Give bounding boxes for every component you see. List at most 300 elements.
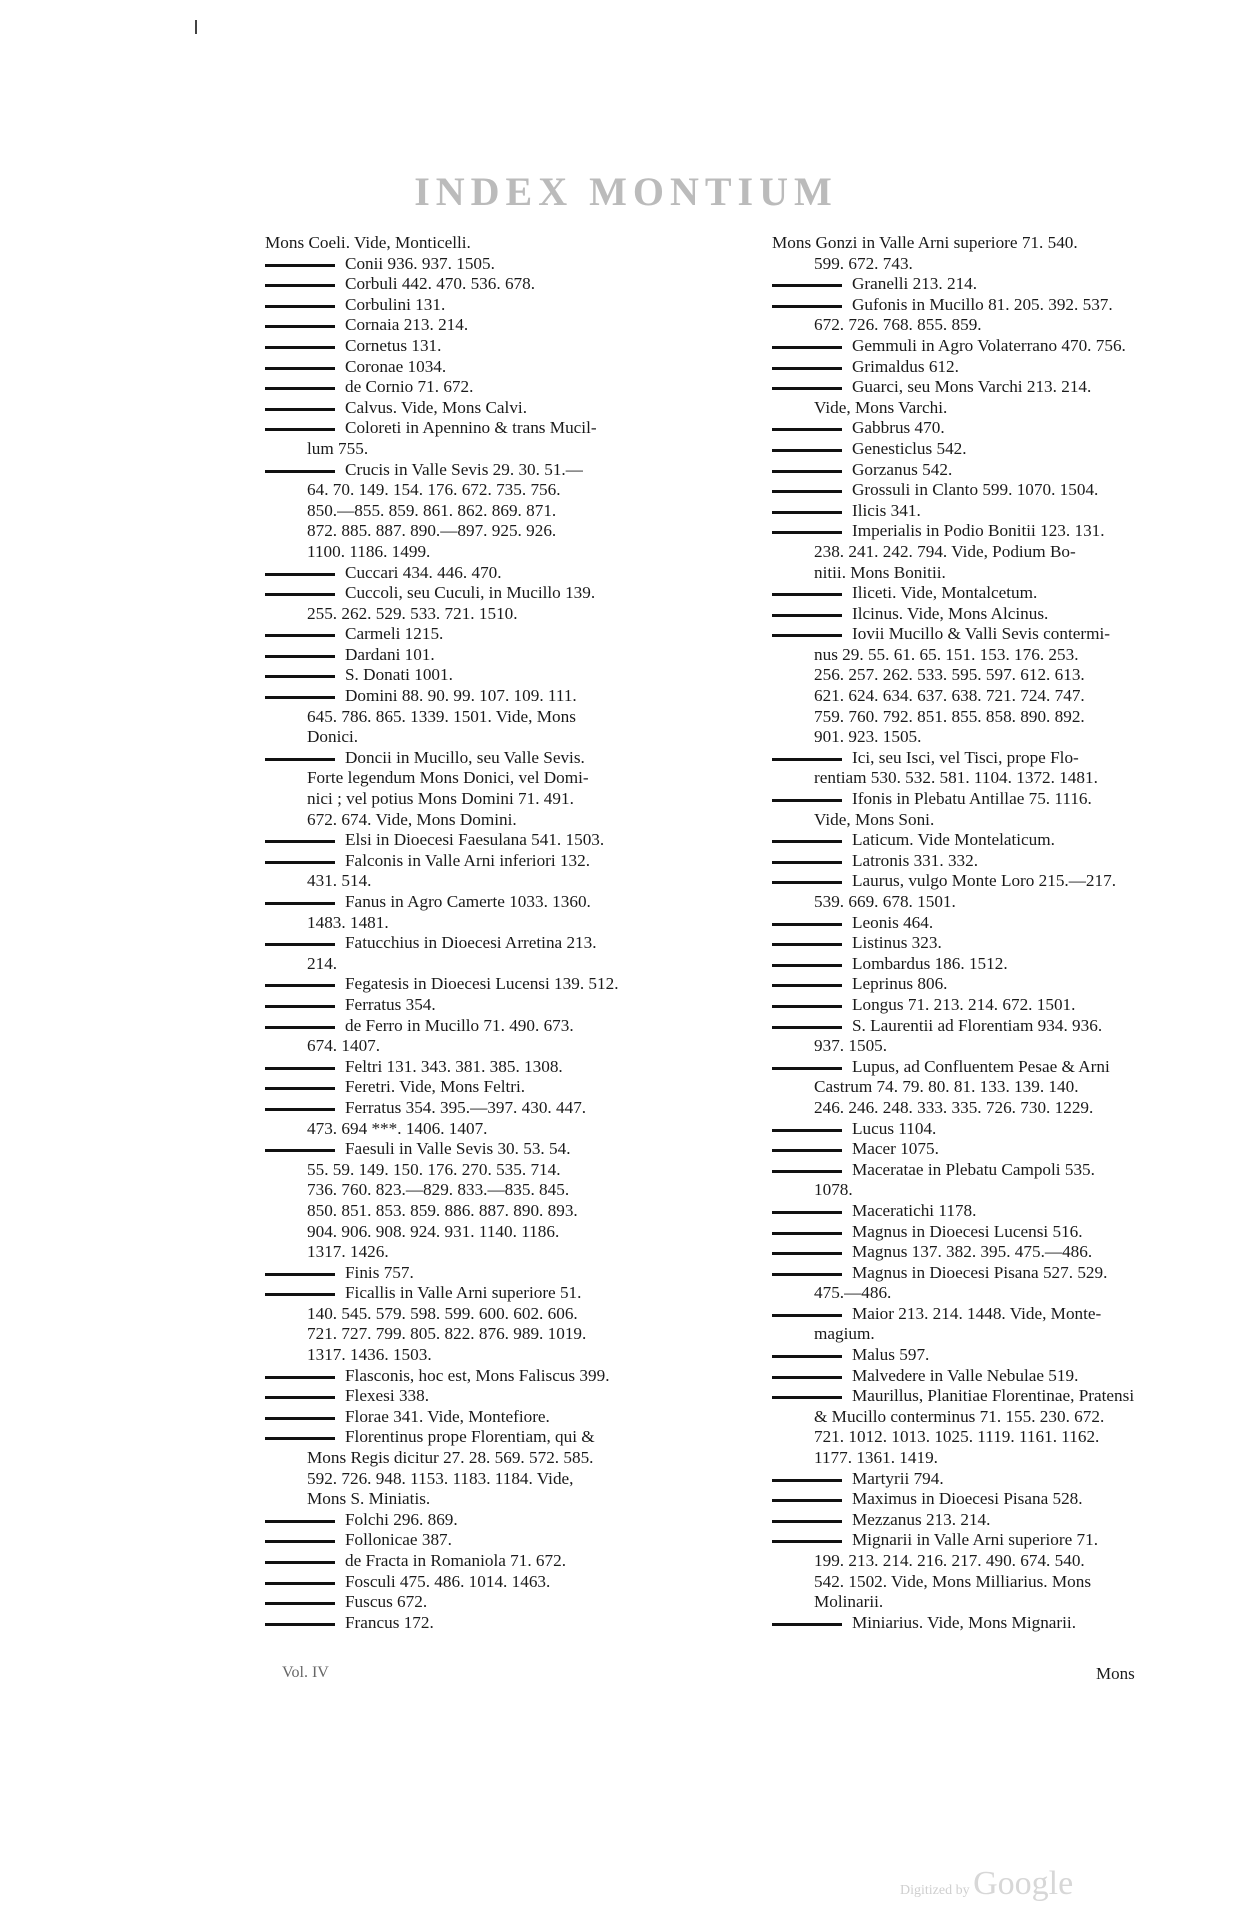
index-line xyxy=(265,1448,705,1469)
index-entry-text: Ifonis in Plebatu Antillae 75. 1116. xyxy=(852,789,1092,809)
index-line xyxy=(772,1036,1172,1057)
index-entry-text: Coloreti in Apennino & trans Mucil- xyxy=(345,418,597,438)
index-entry-text: S. Laurentii ad Florentiam 934. 936. xyxy=(852,1015,1103,1035)
index-entry-text: 539. 669. 678. 1501. xyxy=(814,892,956,911)
index-line xyxy=(772,521,1172,542)
ditto-rule xyxy=(772,964,842,967)
ditto-rule xyxy=(265,1540,335,1543)
ditto-rule xyxy=(265,1396,335,1399)
ditto-rule xyxy=(772,943,842,946)
ditto-rule xyxy=(772,1273,842,1276)
index-line xyxy=(772,460,1172,481)
index-entry-text: Mons S. Miniatis. xyxy=(307,1489,431,1509)
index-line xyxy=(265,1283,705,1304)
ditto-rule xyxy=(265,1108,335,1111)
index-line xyxy=(265,851,705,872)
index-line xyxy=(772,233,1172,254)
ditto-rule xyxy=(772,923,842,926)
index-line xyxy=(772,398,1172,419)
ditto-rule xyxy=(772,470,842,473)
index-line xyxy=(265,357,705,378)
index-entry-text: Magnus in Dioecesi Pisana 527. 529. xyxy=(852,1262,1108,1282)
index-line xyxy=(772,254,1172,275)
index-entry-text: Cornetus 131. xyxy=(345,335,442,355)
index-entry-text: Donici. xyxy=(307,727,359,747)
index-line xyxy=(772,1572,1172,1593)
index-entry-text: 64. 70. 149. 154. 176. 672. 735. 756. xyxy=(307,480,561,500)
index-entry-text: Lombardus 186. 1512. xyxy=(852,953,1008,973)
index-entry-text: Genesticlus 542. xyxy=(852,438,967,458)
ditto-rule xyxy=(265,284,335,287)
index-line xyxy=(772,954,1172,975)
index-line xyxy=(772,439,1172,460)
index-entry-text: 599. 672. 743. xyxy=(814,253,913,273)
ditto-rule xyxy=(265,325,335,328)
index-entry-text: Lucus 1104. xyxy=(852,1118,937,1138)
ditto-rule xyxy=(265,1561,335,1564)
index-entry-text: Dardani 101. xyxy=(345,644,435,664)
index-entry-text: Castrum 74. 79. 80. 81. 133. 139. 140. xyxy=(814,1077,1079,1097)
index-entry-text: Ferratus 354. xyxy=(345,994,436,1014)
index-line xyxy=(265,1242,705,1263)
index-entry-text: Gemmuli in Agro Volaterrano 470. 756. xyxy=(852,335,1126,355)
index-entry-text: Calvus. Vide, Mons Calvi. xyxy=(345,397,527,417)
ditto-rule xyxy=(772,428,842,431)
index-entry-text: Conii 936. 937. 1505. xyxy=(345,253,495,273)
index-line xyxy=(265,1180,705,1201)
index-line xyxy=(265,521,705,542)
ditto-rule xyxy=(265,696,335,699)
index-line xyxy=(265,1407,705,1428)
index-entry-text: 431. 514. xyxy=(307,871,372,891)
ditto-rule xyxy=(265,470,335,473)
index-entry-text: 901. 923. 1505. xyxy=(814,727,922,747)
index-line xyxy=(265,1201,705,1222)
index-entry-text: Ficallis in Valle Arni superiore 51. xyxy=(345,1283,582,1303)
ditto-rule xyxy=(265,1520,335,1523)
ditto-rule xyxy=(265,943,335,946)
index-entry-text: Ferratus 354. 395.—397. 430. 447. xyxy=(345,1097,587,1117)
index-entry-text: 872. 885. 887. 890.—897. 925. 926. xyxy=(307,521,557,541)
index-line xyxy=(772,913,1172,934)
index-entry-text: Iovii Mucillo & Valli Sevis contermi- xyxy=(852,624,1110,644)
index-entry-text: Finis 757. xyxy=(345,1262,414,1282)
index-entry-text: 672. 726. 768. 855. 859. xyxy=(814,315,982,335)
index-entry-text: Flexesi 338. xyxy=(345,1386,430,1406)
index-entry-text: Elsi in Dioecesi Faesulana 541. 1503. xyxy=(345,830,605,850)
index-entry-text: 850. 851. 853. 859. 886. 887. 890. 893. xyxy=(307,1200,578,1220)
index-line xyxy=(265,995,705,1016)
index-line xyxy=(772,768,1172,789)
index-line xyxy=(265,583,705,604)
index-line xyxy=(772,727,1172,748)
index-line xyxy=(772,1592,1172,1613)
digitized-watermark xyxy=(900,1865,1073,1903)
index-line xyxy=(265,460,705,481)
index-entry-text: Mons Gonzi in Valle Arni superiore 71. 540. xyxy=(772,233,1078,252)
index-line xyxy=(265,624,705,645)
index-entry-text: Grossuli in Clanto 599. 1070. 1504. xyxy=(852,480,1099,500)
ditto-rule xyxy=(772,1067,842,1070)
signature-mark: Vol. IV xyxy=(282,1664,329,1681)
index-entry-text: Florentinus prope Florentiam, qui & xyxy=(345,1427,595,1447)
index-entry-text: 850.—855. 859. 861. 862. 869. 871. xyxy=(307,500,557,520)
index-entry-text: 674. 1407. xyxy=(307,1036,381,1056)
index-line xyxy=(772,1489,1172,1510)
index-line xyxy=(772,1469,1172,1490)
ditto-rule xyxy=(772,1540,842,1543)
index-line xyxy=(772,1448,1172,1469)
index-line xyxy=(772,542,1172,563)
index-line xyxy=(265,1551,705,1572)
index-entry-text: Maior 213. 214. 1448. Vide, Monte- xyxy=(852,1303,1102,1323)
index-entry-text: Ilcinus. Vide, Mons Alcinus. xyxy=(852,603,1049,623)
index-line xyxy=(772,892,1172,913)
index-entry-text: Feretri. Vide, Mons Feltri. xyxy=(345,1077,526,1097)
index-line xyxy=(265,810,705,831)
ditto-rule xyxy=(265,1067,335,1070)
ditto-rule xyxy=(265,573,335,576)
index-line xyxy=(772,1324,1172,1345)
ditto-rule xyxy=(772,1479,842,1482)
index-line xyxy=(772,1386,1172,1407)
index-entry-text: Grimaldus 612. xyxy=(852,356,959,376)
index-entry-text: Corbulini 131. xyxy=(345,294,446,314)
ditto-rule xyxy=(772,305,842,308)
index-line xyxy=(772,933,1172,954)
index-line xyxy=(265,1386,705,1407)
index-line xyxy=(772,295,1172,316)
ditto-rule xyxy=(265,1582,335,1585)
index-entry-text: Guarci, seu Mons Varchi 213. 214. xyxy=(852,377,1092,397)
ditto-rule xyxy=(772,346,842,349)
ditto-rule xyxy=(772,531,842,534)
watermark-logo-text: Google xyxy=(973,1865,1074,1902)
ditto-rule xyxy=(772,1623,842,1626)
ditto-rule xyxy=(265,264,335,267)
index-entry-text: Gufonis in Mucillo 81. 205. 392. 537. xyxy=(852,294,1113,314)
ditto-rule xyxy=(265,1273,335,1276)
index-line xyxy=(772,1201,1172,1222)
index-entry-text: Magnus in Dioecesi Lucensi 516. xyxy=(852,1221,1083,1241)
index-entry-text: Fatucchius in Dioecesi Arretina 213. xyxy=(345,933,597,953)
index-entry-text: Forte legendum Mons Donici, vel Domi- xyxy=(307,768,589,788)
index-entry-text: Folchi 296. 869. xyxy=(345,1509,458,1529)
index-entry-text: Miniarius. Vide, Mons Mignarii. xyxy=(852,1612,1076,1632)
index-entry-text: Maximus in Dioecesi Pisana 528. xyxy=(852,1489,1083,1509)
index-line xyxy=(265,1222,705,1243)
index-line xyxy=(772,1510,1172,1531)
index-line xyxy=(265,1469,705,1490)
index-entry-text: Granelli 213. 214. xyxy=(852,274,978,294)
index-line xyxy=(265,768,705,789)
index-line xyxy=(772,871,1172,892)
index-line xyxy=(265,1098,705,1119)
index-line xyxy=(772,604,1172,625)
index-line xyxy=(772,1139,1172,1160)
index-entry-text: 238. 241. 242. 794. Vide, Podium Bo- xyxy=(814,541,1076,561)
index-entry-text: 759. 760. 792. 851. 855. 858. 890. 892. xyxy=(814,706,1085,726)
index-line xyxy=(265,480,705,501)
index-entry-text: Ilicis 341. xyxy=(852,500,921,520)
index-line xyxy=(772,1016,1172,1037)
index-entry-text: nitii. Mons Bonitii. xyxy=(814,562,946,582)
index-entry-text: Maurillus, Planitiae Florentinae, Pratensi xyxy=(852,1386,1135,1406)
index-line xyxy=(265,377,705,398)
index-entry-text: Mignarii in Valle Arni superiore 71. xyxy=(852,1530,1098,1550)
index-line xyxy=(772,748,1172,769)
index-entry-text: Vide, Mons Soni. xyxy=(814,809,935,829)
index-entry-text: Fosculi 475. 486. 1014. 1463. xyxy=(345,1571,551,1591)
index-line xyxy=(265,1263,705,1284)
ditto-rule xyxy=(265,305,335,308)
index-entry-text: Molinarii. xyxy=(814,1592,884,1612)
page-header: INDEX MONTIUM xyxy=(414,169,838,214)
index-line xyxy=(265,233,705,254)
index-entry-text: 1177. 1361. 1419. xyxy=(814,1448,938,1468)
index-entry-text: Gabbrus 470. xyxy=(852,418,945,438)
index-line xyxy=(265,1427,705,1448)
index-entry-text: 246. 246. 248. 333. 335. 726. 730. 1229. xyxy=(814,1097,1094,1117)
index-entry-text: de Cornio 71. 672. xyxy=(345,377,474,397)
ditto-rule xyxy=(772,1232,842,1235)
ditto-rule xyxy=(772,1026,842,1029)
ditto-rule xyxy=(772,1129,842,1132)
index-line xyxy=(772,810,1172,831)
index-line xyxy=(772,480,1172,501)
index-entry-text: Carmeli 1215. xyxy=(345,624,444,644)
index-entry-text: Follonicae 387. xyxy=(345,1530,452,1550)
index-line xyxy=(772,789,1172,810)
index-line xyxy=(772,1242,1172,1263)
index-entry-text: Falconis in Valle Arni inferiori 132. xyxy=(345,850,591,870)
ditto-rule xyxy=(265,1623,335,1626)
ditto-rule xyxy=(772,1252,842,1255)
ditto-rule xyxy=(772,634,842,637)
index-line xyxy=(265,933,705,954)
index-entry-text: 1078. xyxy=(814,1180,853,1200)
index-entry-text: 140. 545. 579. 598. 599. 600. 602. 606. xyxy=(307,1303,578,1323)
ditto-rule xyxy=(772,490,842,493)
ditto-rule xyxy=(265,634,335,637)
index-line xyxy=(265,1119,705,1140)
index-entry-text: de Ferro in Mucillo 71. 490. 673. xyxy=(345,1015,574,1035)
index-line xyxy=(265,1489,705,1510)
index-entry-text: Faesuli in Valle Sevis 30. 53. 54. xyxy=(345,1139,571,1159)
index-entry-text: Cornaia 213. 214. xyxy=(345,315,469,335)
index-line xyxy=(265,1077,705,1098)
index-line xyxy=(265,1036,705,1057)
index-line xyxy=(265,501,705,522)
index-entry-text: Mons Coeli. Vide, Monticelli. xyxy=(265,233,471,252)
index-line xyxy=(265,336,705,357)
index-entry-text: rentiam 530. 532. 581. 1104. 1372. 1481. xyxy=(814,768,1098,788)
index-entry-text: Domini 88. 90. 99. 107. 109. 111. xyxy=(345,686,577,706)
index-line xyxy=(772,1098,1172,1119)
index-entry-text: Laticum. Vide Montelaticum. xyxy=(852,830,1055,850)
index-line xyxy=(772,563,1172,584)
index-entry-text: Longus 71. 213. 214. 672. 1501. xyxy=(852,994,1076,1014)
ditto-rule xyxy=(772,367,842,370)
index-line xyxy=(265,1324,705,1345)
index-entry-text: Leonis 464. xyxy=(852,912,934,932)
index-entry-text: Gorzanus 542. xyxy=(852,459,953,479)
ditto-rule xyxy=(265,346,335,349)
index-line xyxy=(772,1160,1172,1181)
ditto-rule xyxy=(265,984,335,987)
index-line xyxy=(265,1572,705,1593)
index-line xyxy=(265,892,705,913)
index-line xyxy=(265,542,705,563)
index-entry-text: nus 29. 55. 61. 65. 151. 153. 176. 253. xyxy=(814,644,1079,664)
index-entry-text: de Fracta in Romaniola 71. 672. xyxy=(345,1551,567,1570)
ditto-rule xyxy=(772,1170,842,1173)
index-line xyxy=(265,439,705,460)
index-line xyxy=(265,1160,705,1181)
index-line xyxy=(772,1077,1172,1098)
ditto-rule xyxy=(265,428,335,431)
index-entry-text: 256. 257. 262. 533. 595. 597. 612. 613. xyxy=(814,665,1085,685)
index-line xyxy=(772,1283,1172,1304)
index-entry-text: Maceratae in Plebatu Campoli 535. xyxy=(852,1159,1095,1179)
index-entry-text: Fegatesis in Dioecesi Lucensi 139. 512. xyxy=(345,974,619,994)
index-entry-text: 621. 624. 634. 637. 638. 721. 724. 747. xyxy=(814,686,1085,706)
index-line xyxy=(265,1592,705,1613)
index-line xyxy=(772,851,1172,872)
index-entry-text: Francus 172. xyxy=(345,1612,434,1632)
index-entry-text: Ici, seu Isci, vel Tisci, prope Flo- xyxy=(852,747,1079,767)
index-line xyxy=(772,274,1172,295)
index-line xyxy=(265,1530,705,1551)
index-line xyxy=(772,830,1172,851)
index-line xyxy=(265,1366,705,1387)
index-entry-text: Maceratichi 1178. xyxy=(852,1200,977,1220)
ditto-rule xyxy=(265,387,335,390)
ditto-rule xyxy=(265,840,335,843)
ditto-rule xyxy=(772,511,842,514)
index-line xyxy=(772,336,1172,357)
index-line xyxy=(265,727,705,748)
index-entry-text: Cuccoli, seu Cuculi, in Mucillo 139. xyxy=(345,583,596,603)
ditto-rule xyxy=(265,902,335,905)
index-line xyxy=(772,583,1172,604)
index-entry-text: Magnus 137. 382. 395. 475.—486. xyxy=(852,1242,1093,1262)
ditto-rule xyxy=(772,758,842,761)
index-line xyxy=(265,974,705,995)
ditto-rule xyxy=(772,387,842,390)
index-entry-text: Crucis in Valle Sevis 29. 30. 51.— xyxy=(345,459,583,479)
index-entry-text: Leprinus 806. xyxy=(852,974,948,994)
ditto-rule xyxy=(772,449,842,452)
ditto-rule xyxy=(772,1005,842,1008)
index-entry-text: Flasconis, hoc est, Mons Faliscus 399. xyxy=(345,1365,610,1385)
index-entry-text: Florae 341. Vide, Montefiore. xyxy=(345,1406,550,1426)
index-entry-text: 55. 59. 149. 150. 176. 270. 535. 714. xyxy=(307,1159,561,1179)
index-entry-text: 904. 906. 908. 924. 931. 1140. 1186. xyxy=(307,1221,560,1241)
index-line xyxy=(265,295,705,316)
index-entry-text: magium. xyxy=(814,1324,875,1344)
index-line xyxy=(265,686,705,707)
ditto-rule xyxy=(265,367,335,370)
index-entry-text: 721. 1012. 1013. 1025. 1119. 1161. 1162. xyxy=(814,1427,1100,1447)
index-line xyxy=(265,748,705,769)
index-line xyxy=(772,1180,1172,1201)
index-line xyxy=(772,1530,1172,1551)
index-entry-text: Latronis 331. 332. xyxy=(852,850,979,870)
index-entry-text: 214. xyxy=(307,953,338,973)
index-entry-text: 1317. 1436. 1503. xyxy=(307,1345,432,1365)
index-entry-text: 736. 760. 823.—829. 833.—835. 845. xyxy=(307,1180,570,1200)
ditto-rule xyxy=(772,593,842,596)
index-line xyxy=(772,1407,1172,1428)
ditto-rule xyxy=(772,984,842,987)
index-line xyxy=(772,624,1172,645)
index-entry-text: Imperialis in Podio Bonitii 123. 131. xyxy=(852,521,1105,541)
index-line xyxy=(772,1263,1172,1284)
index-line xyxy=(772,995,1172,1016)
index-entry-text: Iliceti. Vide, Montalcetum. xyxy=(852,583,1038,603)
index-entry-text: Listinus 323. xyxy=(852,933,942,953)
index-entry-text: 473. 694 ***. 1406. 1407. xyxy=(307,1118,488,1138)
index-entry-text: Lupus, ad Confluentem Pesae & Arni xyxy=(852,1056,1110,1076)
index-entry-text: Corbuli 442. 470. 536. 678. xyxy=(345,274,536,294)
left-index-column xyxy=(265,233,705,1633)
index-line xyxy=(265,1057,705,1078)
ditto-rule xyxy=(265,1602,335,1605)
ditto-rule xyxy=(265,1417,335,1420)
ditto-rule xyxy=(772,1520,842,1523)
ditto-rule xyxy=(772,799,842,802)
ditto-rule xyxy=(265,1026,335,1029)
index-line xyxy=(772,1057,1172,1078)
index-line xyxy=(265,274,705,295)
ditto-rule xyxy=(772,861,842,864)
index-line xyxy=(772,357,1172,378)
index-entry-text: Mons Regis dicitur 27. 28. 569. 572. 585. xyxy=(307,1448,594,1468)
index-entry-text: Feltri 131. 343. 381. 385. 1308. xyxy=(345,1056,563,1076)
ditto-rule xyxy=(265,675,335,678)
ditto-rule xyxy=(772,1314,842,1317)
index-entry-text: 645. 786. 865. 1339. 1501. Vide, Mons xyxy=(307,706,576,726)
ditto-rule xyxy=(265,655,335,658)
index-line xyxy=(772,645,1172,666)
index-entry-text: Fuscus 672. xyxy=(345,1592,428,1612)
index-line xyxy=(772,707,1172,728)
index-entry-text: Laurus, vulgo Monte Loro 215.—217. xyxy=(852,871,1116,891)
index-line xyxy=(265,1139,705,1160)
index-line xyxy=(772,1366,1172,1387)
index-entry-text: nici ; vel potius Mons Domini 71. 491. xyxy=(307,789,574,809)
index-line xyxy=(772,1119,1172,1140)
index-line xyxy=(265,954,705,975)
index-line xyxy=(265,418,705,439)
index-entry-text: Malvedere in Valle Nebulae 519. xyxy=(852,1365,1079,1385)
index-line xyxy=(772,974,1172,995)
index-line xyxy=(265,1345,705,1366)
index-entry-text: Malus 597. xyxy=(852,1345,930,1365)
index-entry-text: 542. 1502. Vide, Mons Milliarius. Mons xyxy=(814,1571,1092,1591)
index-line xyxy=(772,1551,1172,1572)
index-line xyxy=(265,563,705,584)
index-line xyxy=(265,604,705,625)
index-entry-text: & Mucillo conterminus 71. 155. 230. 672. xyxy=(814,1406,1105,1426)
index-line xyxy=(265,254,705,275)
ditto-rule xyxy=(772,284,842,287)
index-line xyxy=(265,913,705,934)
ditto-rule xyxy=(772,1376,842,1379)
index-entry-text: lum 755. xyxy=(307,438,369,458)
index-entry-text: Cuccari 434. 446. 470. xyxy=(345,562,502,582)
